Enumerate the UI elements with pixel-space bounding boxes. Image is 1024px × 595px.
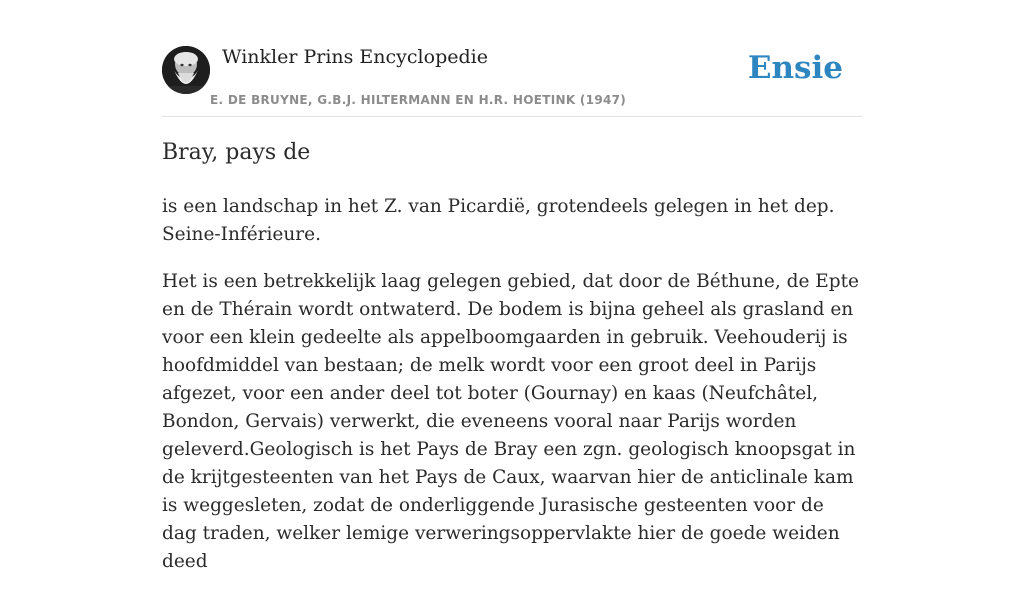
page-container	[162, 0, 862, 572]
article-body	[162, 193, 862, 595]
site-title[interactable]: Winkler Prins Encyclopedie	[222, 46, 488, 68]
bearded-man-portrait-icon	[162, 46, 210, 94]
article-paragraph: Het is een betrekkelijk laag gelegen gebied, dat door de Béthune, de Epte en de Thérain wordt ontwaterd. De bodem is bijna geheel als grasland en voor een klein gedeelte als appelboomgaarden in gebruik. Veehouderij is hoofdmiddel van bestaan; de melk wordt voor een groot deel in Parijs afgezet, voor een ander deel tot boter (Gournay) en kaas (Neufchâtel, Bondon, Gervais) verwerkt, die eveneens vooral naar Parijs worden geleverd.Geologisch is het Pays de Bray een zgn. geologisch knoopsgat in de krijtgesteenten van het Pays de Caux, waarvan hier de anticlinale kam is weggesleten, zodat de onderliggende Jurasische gesteenten voor de dag traden, welker lemige verweringsoppervlakte hier de goede weiden deed	[162, 271, 860, 572]
site-header	[162, 0, 862, 117]
authors-credit: E. DE BRUYNE, G.B.J. HILTERMANN EN H.R. HOETINK (1947)	[210, 93, 627, 107]
brand-logo-link[interactable]: Ensie	[747, 50, 843, 86]
article-title: Bray, pays de	[162, 140, 311, 165]
avatar[interactable]	[162, 46, 210, 94]
article-paragraph: is een landschap in het Z. van Picardië, grotendeels gelegen in het dep. Seine-Inférieure.	[162, 196, 835, 245]
